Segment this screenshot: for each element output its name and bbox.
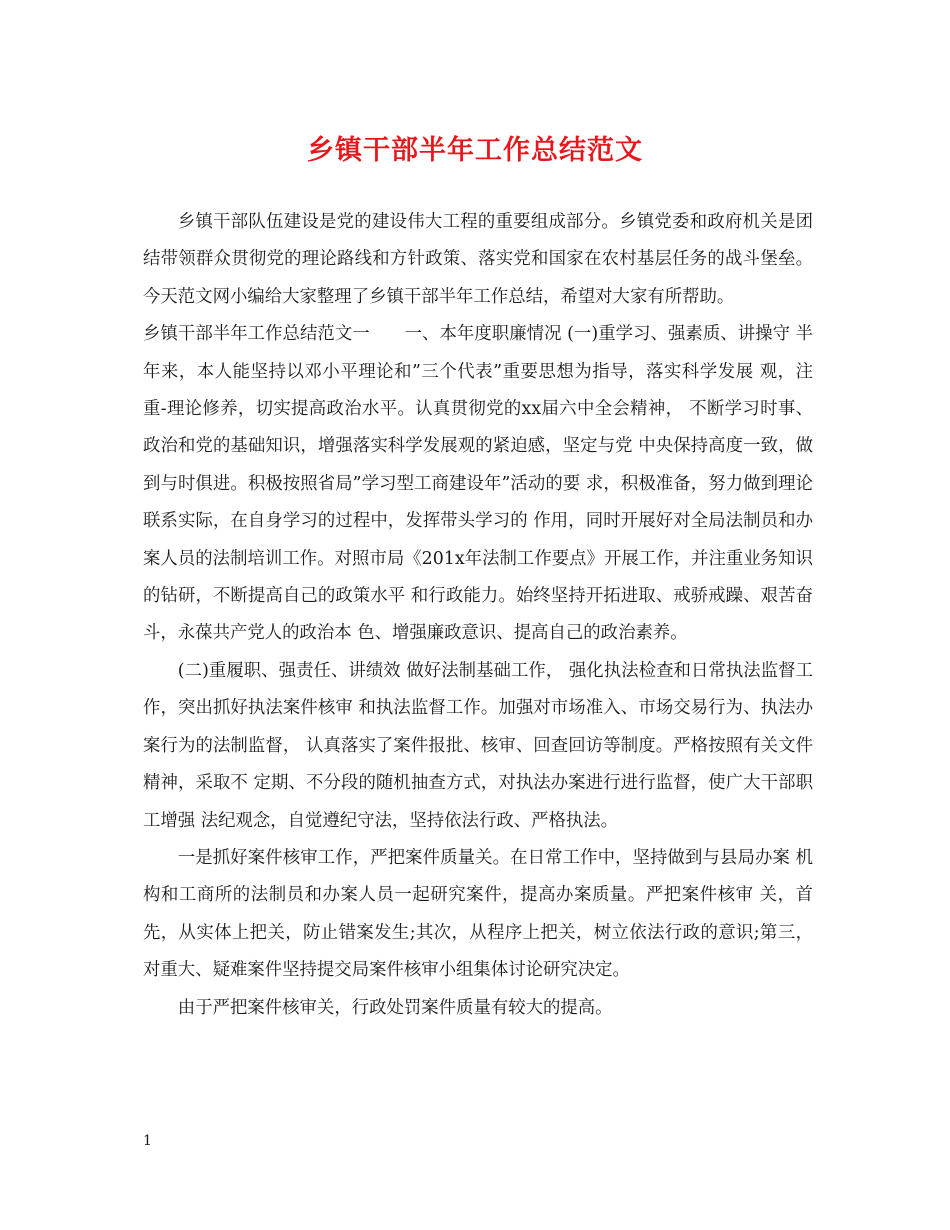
- document-body: [143, 204, 813, 1027]
- paragraph-case-review: 一是抓好案件核审工作，严把案件质量关。在日常工作中，坚持做到与县局办案 机构和工商所的法制员和办案人员一起研究案件，提高办案质量。严把案件核审 关，首先，从实体上把关，防止错案发生;其次，从程序上把关，树立依法行政的意识;第三，对重大、疑难案件坚持提交局案件核审小组集体讨论研究决定。: [143, 847, 813, 981]
- paragraph-section-two: (二)重履职、强责任、讲绩效 做好法制基础工作， 强化执法检查和日常执法监督工作，突出抓好执法案件核审 和执法监督工作。加强对市场准入、市场交易行为、执法办案行为的法制监督， 认真落实了案件报批、核审、回查回访等制度。严格按照有关文件精神，采取不 定期、不分段的随机抽查方式，对执法办案进行进行监督，使广大干部职工增强 法纪观念，自觉遵纪守法，坚持依法行政、严格执法。: [143, 660, 813, 831]
- paragraph-intro: 乡镇干部队伍建设是党的建设伟大工程的重要组成部分。乡镇党委和政府机关是团结带领群众贯彻党的理论路线和方针政策、落实党和国家在农村基层任务的战斗堡垒。今天范文网小编给大家整理了乡镇干部半年工作总结，希望对大家有所帮助。: [143, 212, 813, 307]
- paragraph-section-one: 乡镇干部半年工作总结范文一 一、本年度职廉情况 (一)重学习、强素质、讲操守 半年来，本人能坚持以邓小平理论和”三个代表”重要思想为指导，落实科学发展 观，注重-理论修养，切实提高政治水平。认真贯彻党的xx届六中全会精神， 不断学习时事、政治和党的基础知识，增强落实科学发展观的紧迫感，坚定与党 中央保持高度一致，做到与时俱进。积极按照省局”学习型工商建设年”活动的要 求，积极准备，努力做到理论联系实际，在自身学习的过程中，发挥带头学习的 作用，同时开展好对全局法制员和办案人员的法制培训工作。对照市局《201x年法制工作要点》开展工作，并注重业务知识的钻研，不断提高自己的政策水平 和行政能力。始终坚持开拓进取、戒骄戒躁、艰苦奋斗，永葆共产党人的政治本 色、增强廉政意识、提高自己的政治素养。: [143, 324, 813, 644]
- document-title: 乡镇干部半年工作总结范文: [307, 135, 643, 166]
- paragraph-conclusion: 由于严把案件核审关，行政处罚案件质量有较大的提高。: [177, 997, 613, 1018]
- page-number: 1: [143, 1133, 152, 1149]
